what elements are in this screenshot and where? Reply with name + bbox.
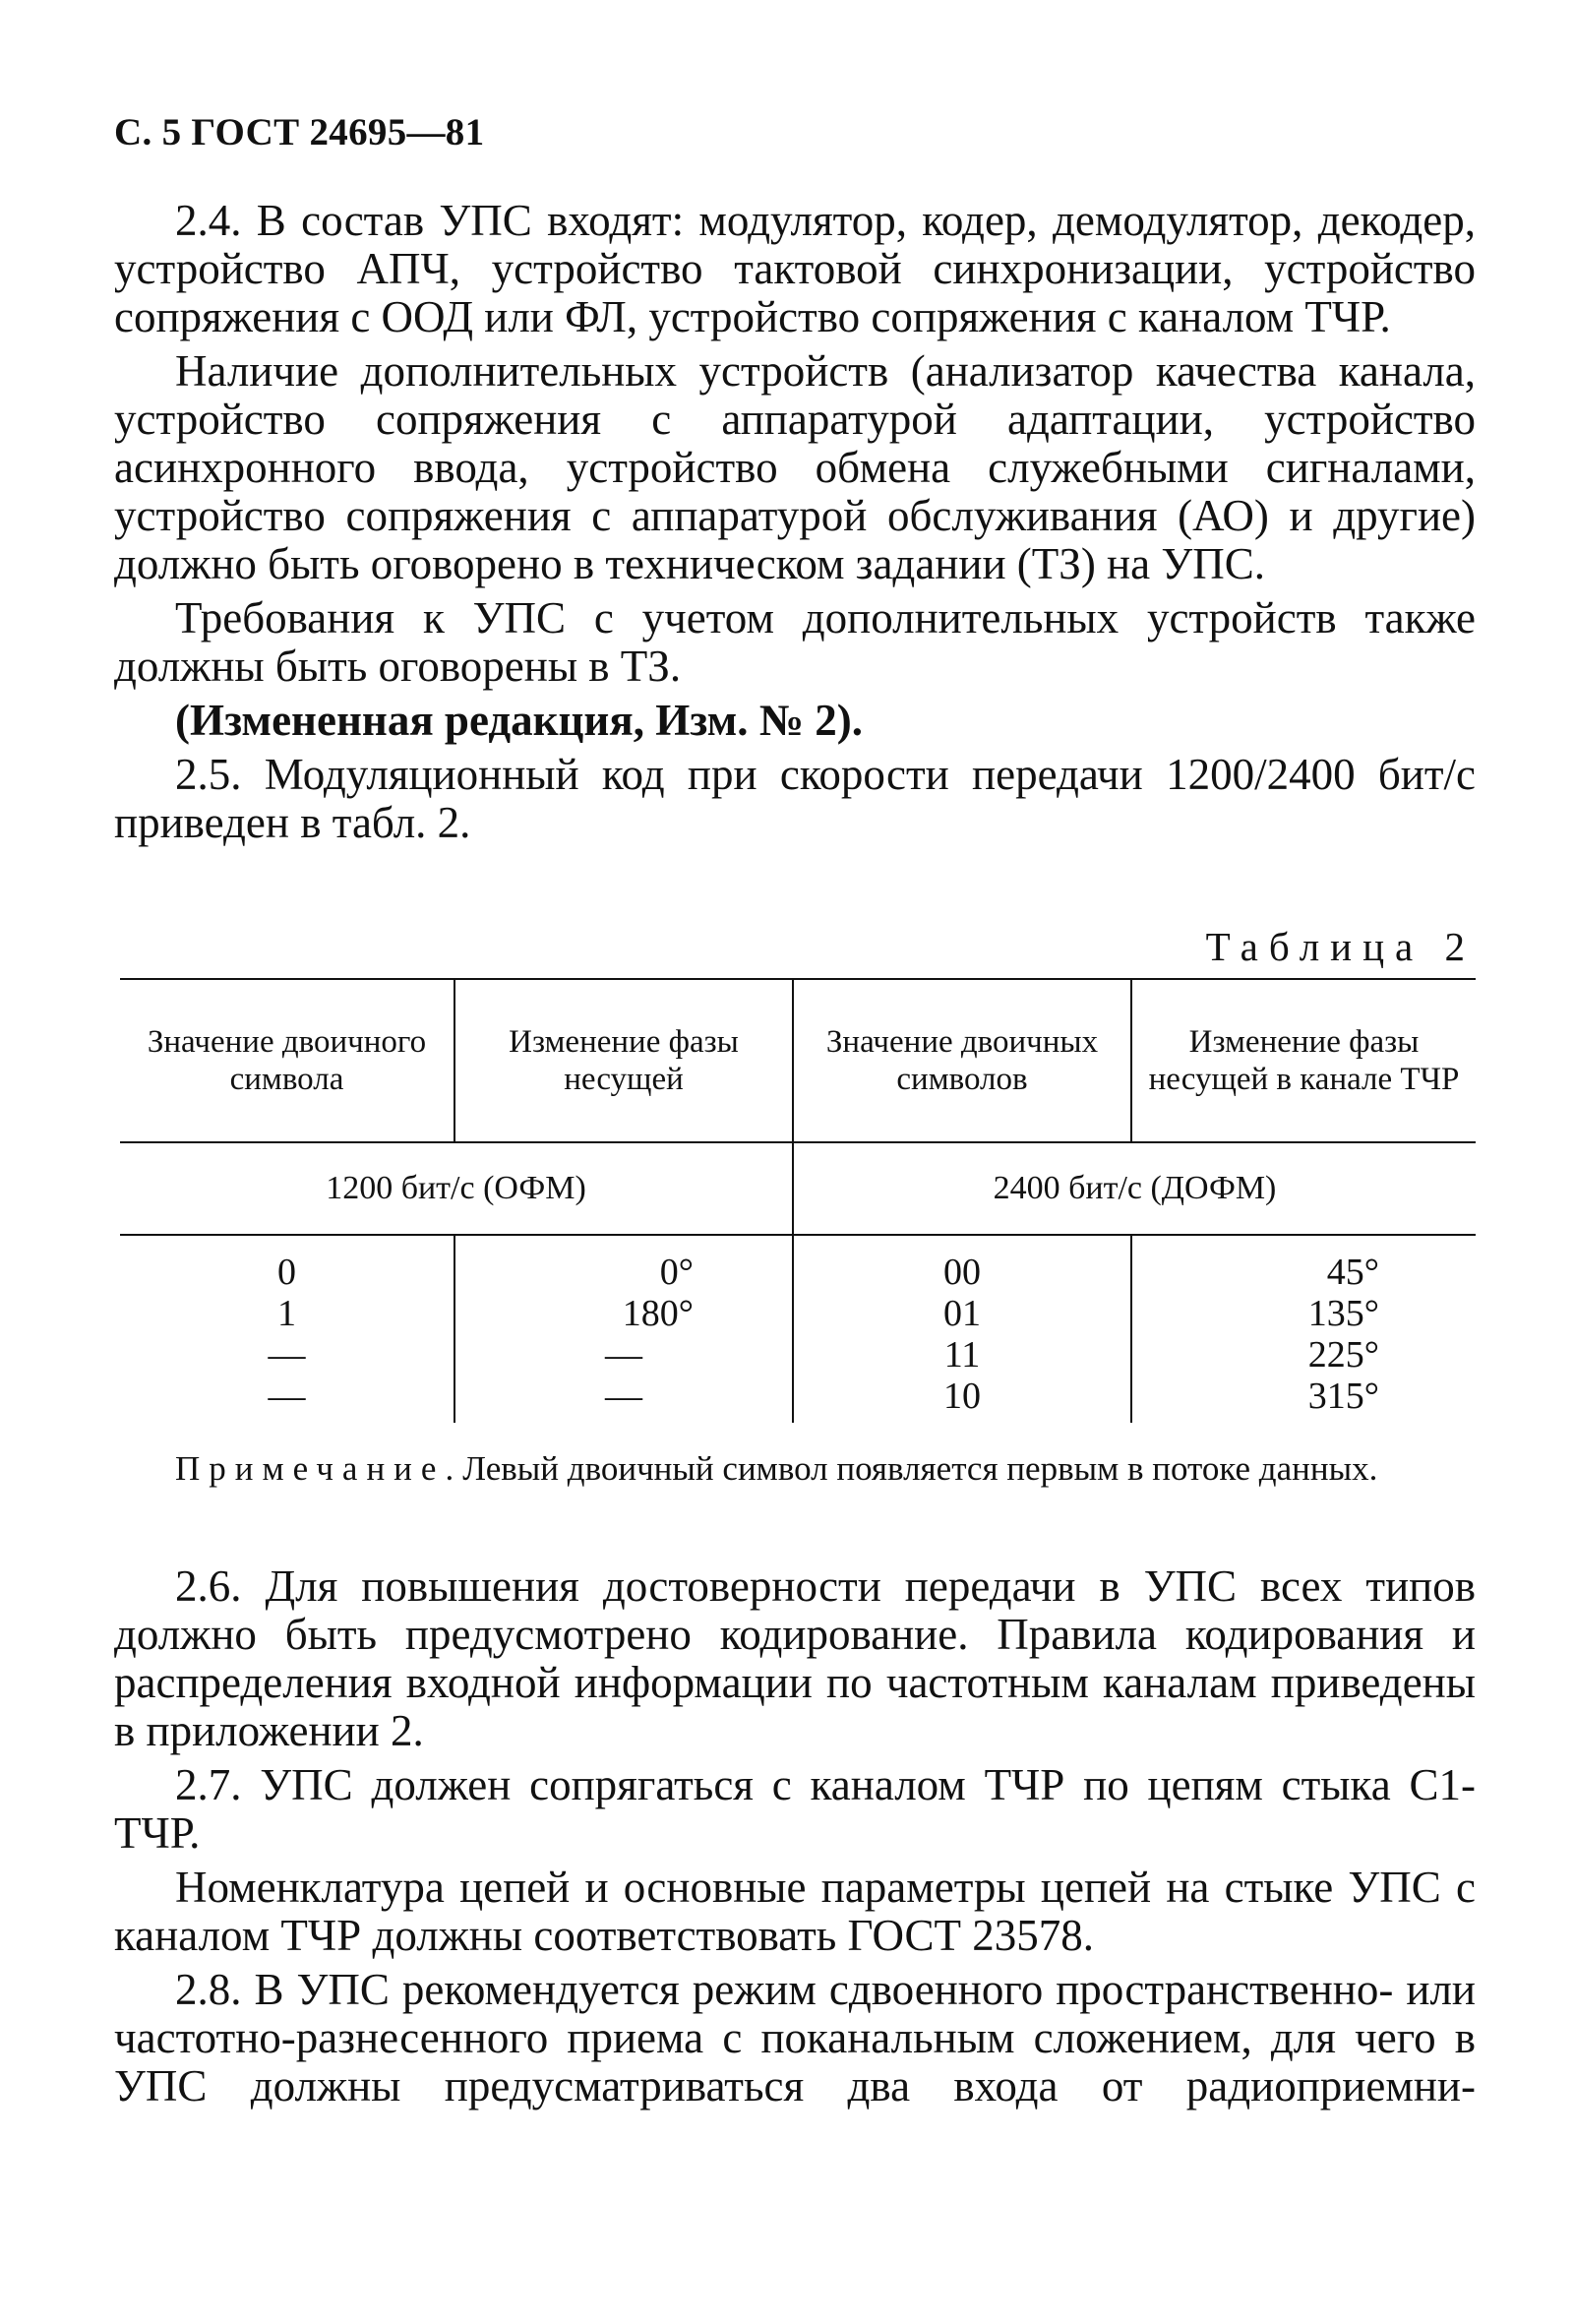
paragraph-2-6: 2.6. Для повышения достоверности передачи в УПС всех типов должно быть предусмотрено кодирование. Правила кодирования и распределения входной информации по частотным каналам приведены в приложении 2. xyxy=(114,1561,1476,1755)
table-cell: — xyxy=(268,1376,306,1417)
paragraph-requirements: Требования к УПС с учетом дополнительных устройств также должны быть оговорены в ТЗ. xyxy=(114,593,1476,691)
table-cell: 315° xyxy=(1131,1376,1476,1423)
table-header-cell: Значение двоичного символа xyxy=(120,979,454,1142)
paragraph-additional-devices: Наличие дополнительных устройств (анализатор качества канала, устройство сопряжения с аппаратурой адаптации, устройство асинхронного ввода, устройство обмена служебными сигналами, устройство сопряжения с аппаратурой обслуживания (АО) и другие) должно быть оговорено в техническом задании (ТЗ) на УПС. xyxy=(114,346,1476,588)
table-header-row xyxy=(120,979,1476,1142)
modulation-code-table xyxy=(120,978,1476,1423)
table-cell: 0 xyxy=(277,1252,296,1293)
table-cell: 0° xyxy=(454,1235,793,1293)
table-row xyxy=(120,1376,1476,1423)
paragraph-2-7: 2.7. УПС должен сопрягаться с каналом ТЧР по цепям стыка С1-ТЧР. xyxy=(114,1760,1476,1858)
table-header-cell: Значение двоичных символов xyxy=(793,979,1131,1142)
table-caption: Таблица 2 xyxy=(1205,924,1476,969)
speed-1200-label: 1200 бит/с (ОФМ) xyxy=(120,1142,793,1235)
note-text: Левый двоичный символ появляется первым в потоке данных. xyxy=(462,1449,1378,1488)
page-header: С. 5 ГОСТ 24695—81 xyxy=(114,111,485,153)
speed-2400-label: 2400 бит/с (ДОФМ) xyxy=(793,1142,1476,1235)
paragraph-2-5: 2.5. Модуляционный код при скорости передачи 1200/2400 бит/с приведен в табл. 2. xyxy=(114,750,1476,847)
table-header-cell: Изменение фазы несущей в канале ТЧР xyxy=(1131,979,1476,1142)
table-note xyxy=(114,1448,1476,1490)
note-label: Примечание. xyxy=(175,1449,463,1488)
table-cell: — xyxy=(454,1376,793,1423)
paragraph-2-8: 2.8. В УПС рекомендуется режим сдвоенного пространственно- или частотно-разнесенного приема с поканальным сложением, для чего в УПС должны предусматриваться два входа от радиоприемни- xyxy=(114,1965,1476,2110)
table-row xyxy=(120,1235,1476,1293)
body-text-upper xyxy=(114,197,1476,847)
table-cell: 01 xyxy=(793,1293,1131,1334)
paragraph-nomenclature: Номенклатура цепей и основные параметры цепей на стыке УПС с каналом ТЧР должны соответствовать ГОСТ 23578. xyxy=(114,1863,1476,1960)
table-cell: 45° xyxy=(1131,1235,1476,1293)
table-header-cell: Изменение фазы несущей xyxy=(454,979,793,1142)
amendment-note: (Измененная редакция, Изм. № 2). xyxy=(175,696,864,745)
table-cell: — xyxy=(454,1334,793,1376)
table-row xyxy=(120,1334,1476,1376)
table-cell: 10 xyxy=(793,1376,1131,1423)
table-cell: 135° xyxy=(1131,1293,1476,1334)
table-cell: 1 xyxy=(277,1293,296,1334)
paragraph-2-4: 2.4. В состав УПС входят: модулятор, кодер, демодулятор, декодер, устройство АПЧ, устройство тактовой синхронизации, устройство сопряжения с ООД или ФЛ, устройство сопряжения с каналом ТЧР. xyxy=(114,196,1476,341)
table-row xyxy=(120,1293,1476,1334)
table-speed-row xyxy=(120,1142,1476,1235)
table-cell: 00 xyxy=(793,1235,1131,1293)
table-cell: 225° xyxy=(1131,1334,1476,1376)
table-cell: 180° xyxy=(454,1293,793,1334)
table-cell: 11 xyxy=(793,1334,1131,1376)
body-text-lower xyxy=(114,1562,1476,2110)
table-cell: — xyxy=(268,1334,306,1376)
